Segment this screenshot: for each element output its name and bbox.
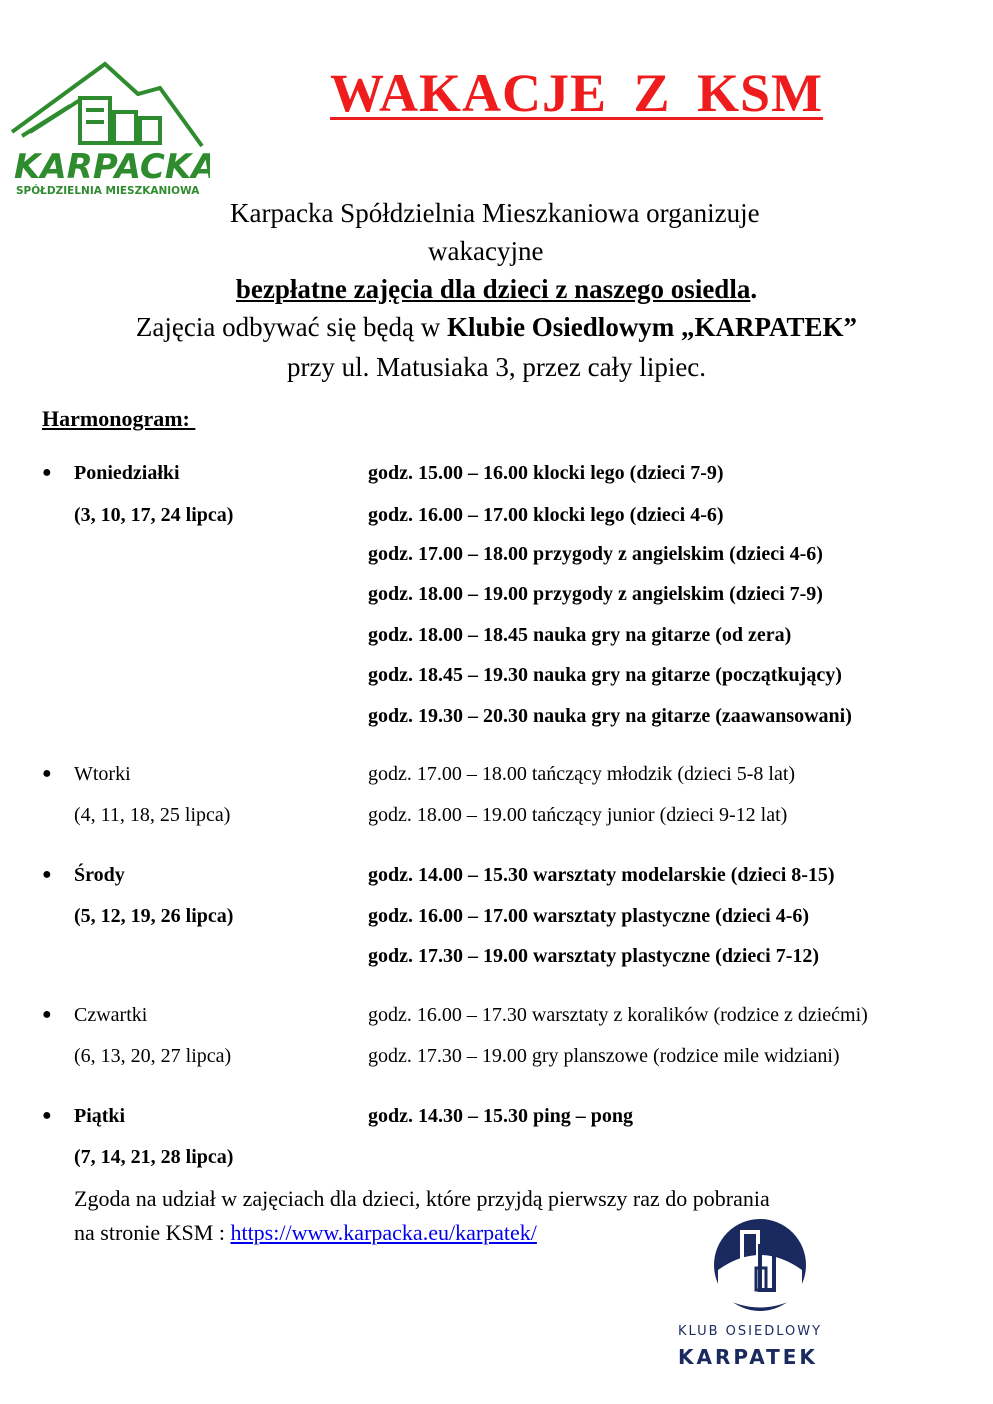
day-label: Wtorki [74, 763, 131, 785]
karpacka-logo [10, 60, 210, 200]
day-label: Poniedziałki [74, 462, 180, 484]
schedule-slot: godz. 17.00 – 18.00 tańczący młodzik (dzieci 5-8 lat) [368, 763, 796, 785]
bullet-icon: ● [42, 1107, 52, 1124]
klub-logo-line-2: KARPATEK [678, 1345, 818, 1369]
dates-monday: (3, 10, 17, 24 lipca) [74, 504, 234, 526]
schedule-slot: godz. 16.00 – 17.00 klocki lego (dzieci 4-6) [368, 504, 724, 526]
house-mountain-icon [10, 60, 210, 200]
day-thursday [42, 1004, 147, 1027]
schedule-slot: godz. 19.30 – 20.30 nauka gry na gitarze (zaawansowani) [368, 705, 852, 727]
schedule-slot: godz. 16.00 – 17.00 warsztaty plastyczne (dzieci 4-6) [368, 905, 810, 927]
intro-line-3-end: . [750, 274, 758, 304]
schedule-slot: godz. 18.45 – 19.30 nauka gry na gitarze (początkujący) [368, 664, 842, 686]
schedule-slot: godz. 17.30 – 19.00 warsztaty plastyczne (dzieci 7-12) [368, 945, 820, 967]
dates-wednesday: (5, 12, 19, 26 lipca) [74, 905, 234, 927]
day-wednesday [42, 864, 125, 887]
schedule-heading: Harmonogram: [42, 406, 196, 431]
intro-line-4 [0, 312, 993, 343]
schedule-slot: godz. 15.00 – 16.00 klocki lego (dzieci 7-9) [368, 462, 724, 484]
schedule-slot: godz. 14.30 – 15.30 ping – pong [368, 1105, 634, 1127]
dates-tuesday: (4, 11, 18, 25 lipca) [74, 804, 231, 826]
day-friday [42, 1105, 125, 1128]
bullet-icon: ● [42, 464, 52, 481]
consent-prefix: na stronie KSM : [74, 1220, 231, 1245]
free-classes-text: bezpłatne zajęcia dla dzieci z naszego osiedla [235, 274, 751, 304]
schedule-slot: godz. 16.00 – 17.30 warsztaty z koralików (rodzice z dziećmi) [368, 1004, 868, 1026]
intro-line-2: wakacyjne [428, 236, 544, 266]
dates-thursday: (6, 13, 20, 27 lipca) [74, 1045, 232, 1067]
schedule-slot: godz. 17.30 – 19.00 gry planszowe (rodzice mile widziani) [368, 1045, 840, 1067]
karpatek-link[interactable]: https://www.karpacka.eu/karpatek/ [230, 1220, 537, 1245]
klub-logo-line-1: KLUB OSIEDLOWY [678, 1324, 823, 1339]
page-title: WAKACJE Z KSM [330, 63, 824, 123]
bullet-icon: ● [42, 1006, 52, 1023]
bullet-icon: ● [42, 866, 52, 883]
logo-subtitle: SPÓŁDZIELNIA MIESZKANIOWA [16, 185, 200, 197]
schedule-slot: godz. 18.00 – 19.00 tańczący junior (dzieci 9-12 lat) [368, 804, 788, 826]
bullet-icon: ● [42, 765, 52, 782]
intro-line-3 [0, 274, 993, 305]
intro-line-5: przy ul. Matusiaka 3, przez cały lipiec. [286, 352, 707, 382]
intro-line-4-prefix: Zajęcia odbywać się będą w [135, 312, 448, 342]
logo-name: KARPACKA [14, 147, 210, 187]
day-label: Środy [74, 864, 125, 886]
consent-text: Zgoda na udział w zajęciach dla dzieci, które przyjdą pierwszy raz do pobrania [74, 1186, 770, 1211]
schedule-slot: godz. 18.00 – 19.00 przygody z angielskim (dzieci 7-9) [368, 583, 823, 605]
day-monday [42, 462, 180, 485]
schedule-slot: godz. 18.00 – 18.45 nauka gry na gitarze (od zera) [368, 624, 792, 646]
karpatek-emblem-icon [670, 1210, 850, 1320]
day-tuesday [42, 763, 131, 786]
dates-friday: (7, 14, 21, 28 lipca) [74, 1146, 234, 1168]
day-label: Piątki [74, 1105, 126, 1127]
day-label: Czwartki [74, 1004, 148, 1026]
consent-link-line [74, 1220, 537, 1246]
club-name: Klubie Osiedlowym „KARPATEK” [447, 312, 858, 342]
schedule-slot: godz. 14.00 – 15.30 warsztaty modelarskie (dzieci 8-15) [368, 864, 835, 886]
schedule-slot: godz. 17.00 – 18.00 przygody z angielskim (dzieci 4-6) [368, 543, 823, 565]
intro-line-1: Karpacka Spółdzielnia Mieszkaniowa organizuje [230, 198, 760, 228]
